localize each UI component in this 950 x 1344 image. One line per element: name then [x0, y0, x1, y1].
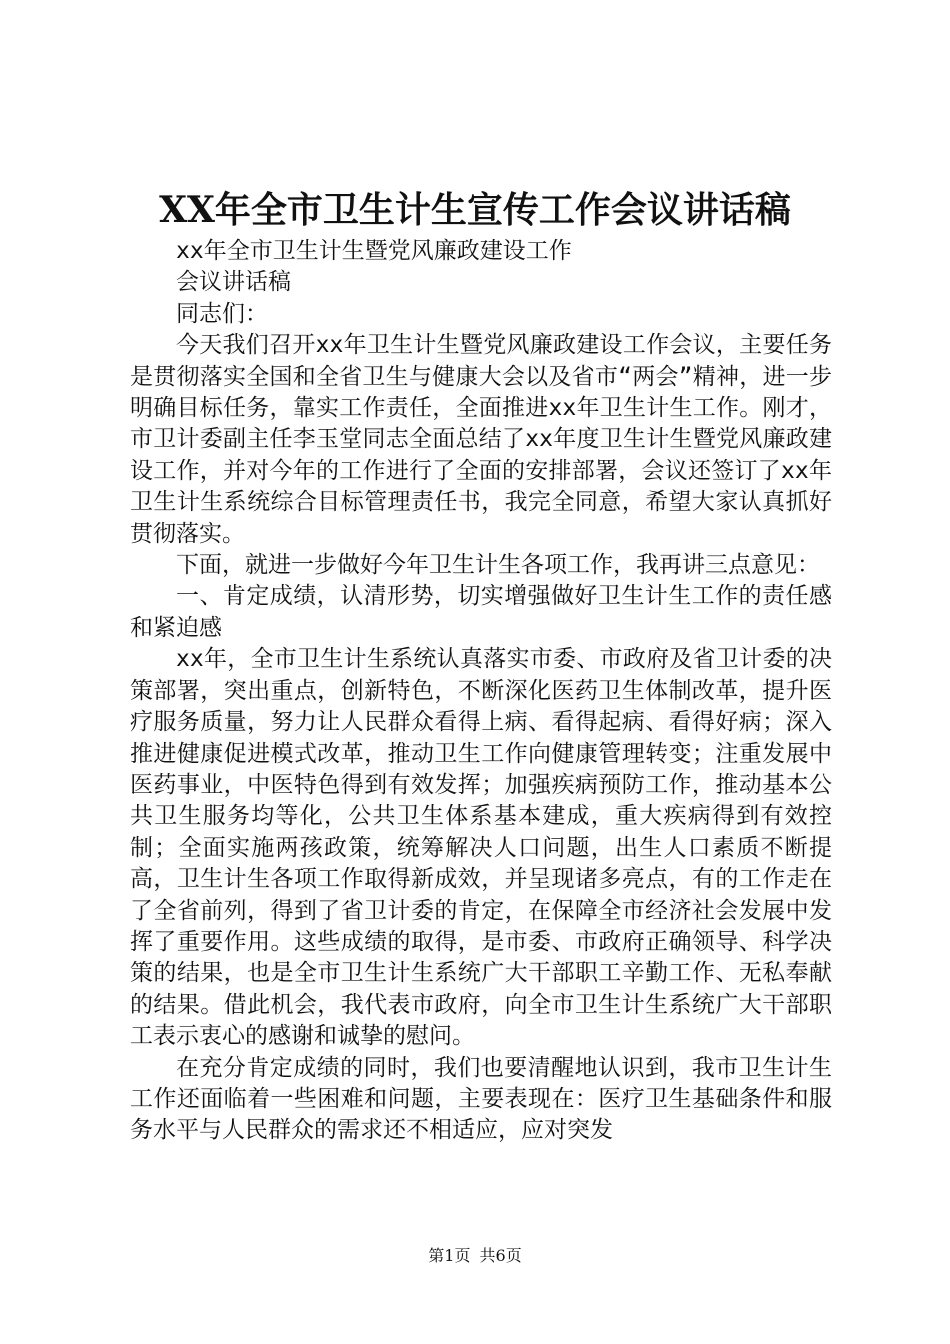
paragraph: 今天我们召开xx年卫生计生暨党风廉政建设工作会议，主要任务是贯彻落实全国和全省卫生与健康大会以及省市“两会”精神，进一步明确目标任务，靠实工作责任，全面推进xx年卫生计生工作。刚才，市卫计委副主任李玉堂同志全面总结了xx年度卫生计生暨党风廉政建设工作，并对今年的工作进行了全面的安排部署，会议还签订了xx年卫生计生系统综合目标管理责任书，我完全同意，希望大家认真抓好贯彻落实。 [130, 332, 832, 547]
paragraph: xx年，全市卫生计生系统认真落实市委、市政府及省卫计委的决策部署，突出重点，创新特色，不断深化医药卫生体制改革，提升医疗服务质量，努力让人民群众看得上病、看得起病、看得好病；深入推进健康促进模式改革，推动卫生工作向健康管理转变；注重发展中医药事业，中医特色得到有效发挥；加强疾病预防工作，推动基本公共卫生服务均等化，公共卫生体系基本建成，重大疾病得到有效控制；全面实施两孩政策，统筹解决人口问题，出生人口素质不断提高，卫生计生各项工作取得新成效，并呈现诸多亮点，有的工作走在了全省前列，得到了省卫计委的肯定，在保障全市经济社会发展中发挥了重要作用。这些成绩的取得，是市委、市政府正确领导、科学决策的结果，也是全市卫生计生系统广大干部职工辛勤工作、无私奉献的结果。借此机会，我代表市政府，向全市卫生计生系统广大干部职工表示衷心的感谢和诚挚的慰问。 [130, 646, 832, 1050]
paragraph: 同志们： [176, 300, 268, 327]
section-heading: 一、肯定成绩，认清形势，切实增强做好卫生计生工作的责任感和紧迫感 [130, 583, 832, 641]
page-footer [0, 1244, 950, 1268]
page-number: 第1页 [428, 1246, 471, 1265]
paragraph: 下面，就进一步做好今年卫生计生各项工作，我再讲三点意见： [176, 552, 820, 579]
paragraph: 会议讲话稿 [176, 269, 291, 296]
page-total: 共6页 [479, 1246, 522, 1265]
paragraph: 在充分肯定成绩的同时，我们也要清醒地认识到，我市卫生计生工作还面临着一些困难和问题，主要表现在：医疗卫生基础条件和服务水平与人民群众的需求还不相适应，应对突发 [130, 1054, 832, 1144]
paragraph: xx年全市卫生计生暨党风廉政建设工作 [176, 238, 572, 264]
document-body [130, 236, 832, 1147]
document-title: XX年全市卫生计生宣传工作会议讲话稿 [159, 189, 791, 231]
